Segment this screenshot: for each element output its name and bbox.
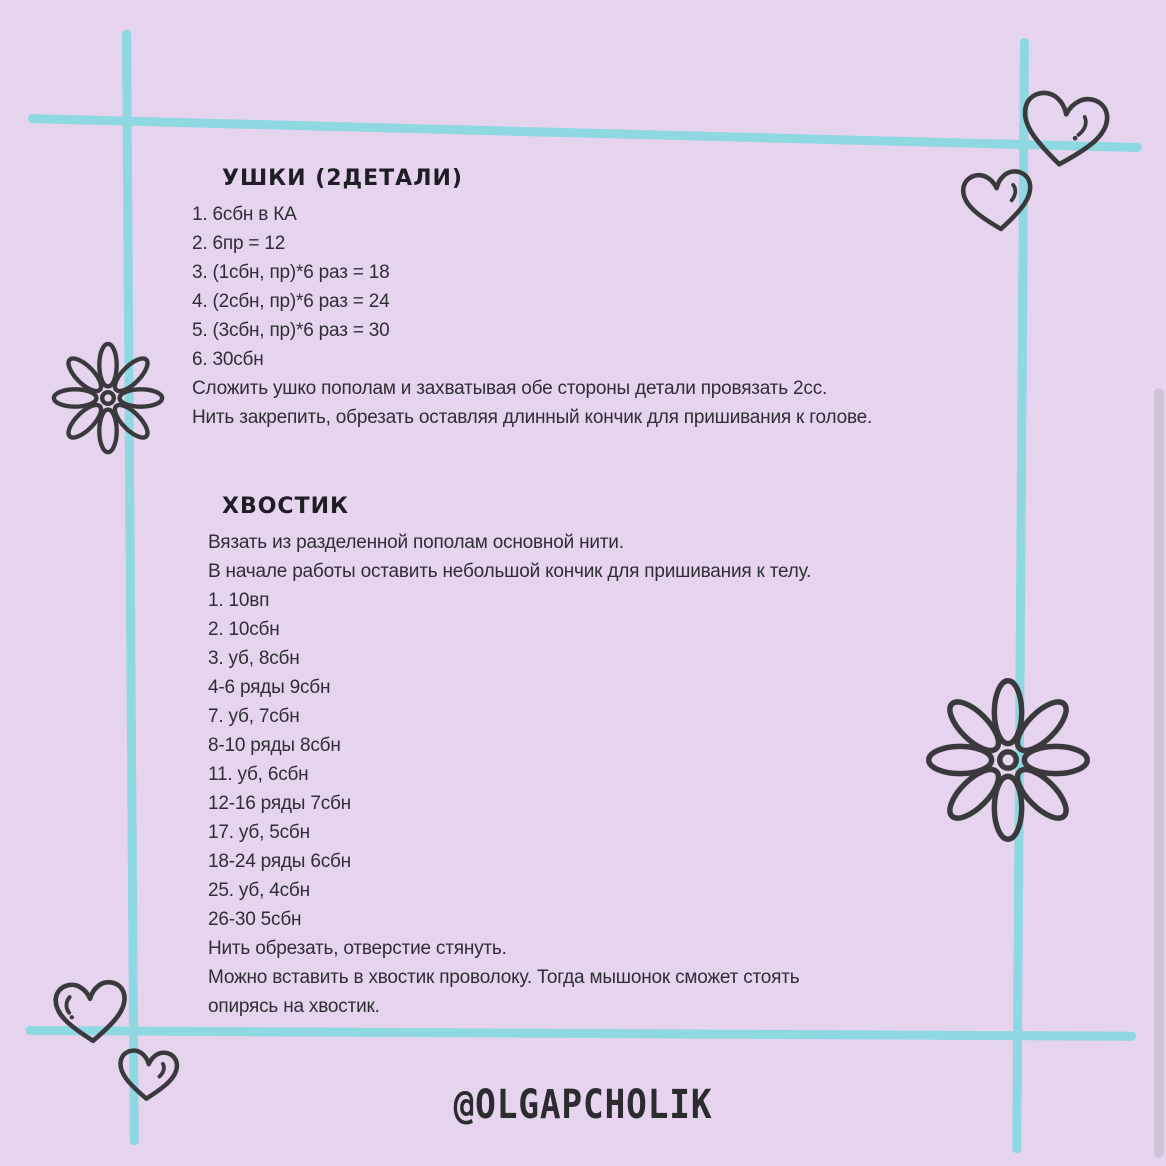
section-heading-ears: УШКИ (2ДЕТАЛИ) [222, 166, 463, 191]
author-handle: @OLGAPCHOLIK [453, 1082, 713, 1128]
instruction-line: Вязать из разделенной пополам основной нити. [208, 532, 624, 553]
instruction-line: 3. (1сбн, пр)*6 раз = 18 [192, 262, 390, 283]
instruction-line: 17. уб, 5сбн [208, 822, 310, 843]
instruction-line: 2. 10сбн [208, 619, 280, 640]
instruction-line: опирясь на хвостик. [208, 996, 380, 1017]
instruction-line: 12-16 ряды 7сбн [208, 793, 351, 814]
instruction-line: Сложить ушко пополам и захватывая обе стороны детали провязать 2сс. [192, 378, 828, 399]
instruction-line: 1. 6сбн в КА [192, 204, 297, 225]
section-tail [208, 492, 811, 1021]
instruction-line: 3. уб, 8сбн [208, 648, 300, 669]
instruction-line: Можно вставить в хвостик проволоку. Тогда мышонок сможет стоять [208, 967, 800, 988]
instruction-line: 5. (3сбн, пр)*6 раз = 30 [192, 320, 390, 341]
instruction-line: 18-24 ряды 6сбн [208, 851, 351, 872]
instruction-line: 1. 10вп [208, 590, 270, 611]
instruction-line: 4. (2сбн, пр)*6 раз = 24 [192, 291, 390, 312]
instruction-line: Нить закрепить, обрезать оставляя длинный кончик для пришивания к голове. [192, 407, 873, 428]
instruction-line: 11. уб, 6сбн [208, 764, 309, 785]
heart-icon [1016, 88, 1112, 172]
instruction-line: 6. 30сбн [192, 349, 264, 370]
heart-icon [960, 164, 1036, 238]
flower-icon [50, 340, 166, 456]
instruction-line: 8-10 ряды 8сбн [208, 735, 341, 756]
instruction-line: В начале работы оставить небольшой кончик для пришивания к телу. [208, 561, 812, 582]
frame-top-line [28, 114, 1142, 152]
heart-icon [52, 976, 130, 1048]
scrollbar[interactable] [1154, 388, 1164, 1158]
instruction-line: 2. 6пр = 12 [192, 233, 286, 254]
instruction-line: 7. уб, 7сбн [208, 706, 300, 727]
instruction-line: Нить обрезать, отверстие стянуть. [208, 938, 507, 959]
flower-icon [926, 678, 1090, 842]
instruction-line: 26-30 5сбн [208, 909, 302, 930]
instruction-line: 25. уб, 4сбн [208, 880, 310, 901]
section-ears [192, 164, 872, 432]
section-heading-tail: ХВОСТИК [222, 494, 349, 519]
frame-bottom-line [26, 1026, 1136, 1041]
instruction-line: 4-6 ряды 9сбн [208, 677, 331, 698]
